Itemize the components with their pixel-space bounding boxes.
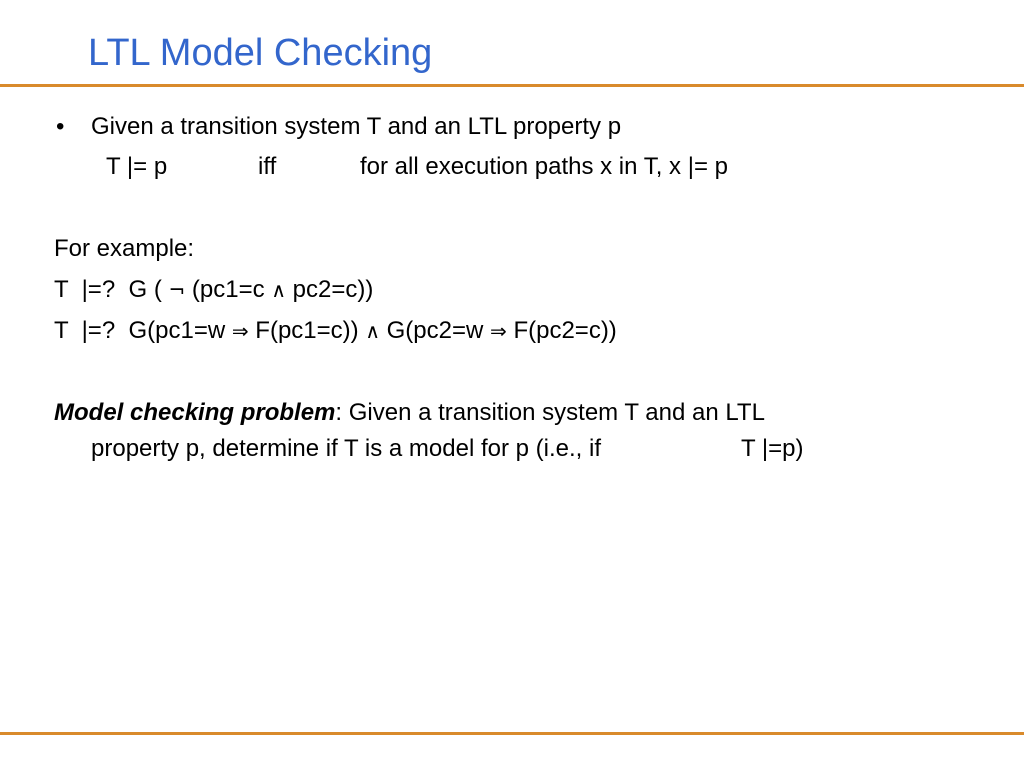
- example1-part-b: (pc1=c: [185, 276, 272, 303]
- example2-part-c: G(pc2=w: [379, 317, 491, 344]
- definition-lhs: T |= p: [106, 153, 168, 180]
- example1-part-a: T |=? G (: [54, 276, 169, 303]
- title-divider: [0, 84, 1024, 87]
- example-formula-1: [54, 275, 373, 305]
- definition-rhs: for all execution paths x in T, x |= p: [360, 153, 728, 180]
- slide-title: LTL Model Checking: [88, 32, 433, 74]
- problem-term: Model checking problem: [54, 399, 336, 426]
- example2-part-a: T |=? G(pc1=w: [54, 317, 232, 344]
- not-symbol: ¬: [168, 278, 186, 302]
- definition-line: [106, 152, 728, 182]
- implies-symbol: ⇒: [231, 319, 249, 343]
- example2-part-d: F(pc2=c)): [506, 317, 617, 344]
- implies-symbol: ⇒: [490, 319, 507, 343]
- bullet-marker: •: [56, 113, 65, 140]
- example2-part-b: F(pc1=c)): [248, 317, 366, 344]
- example-heading: For example:: [54, 235, 195, 262]
- footer-divider: [0, 732, 1024, 735]
- example1-part-c: pc2=c)): [285, 276, 374, 303]
- problem-continuation: property p, determine if T is a model for p (i.e., if: [91, 435, 601, 462]
- example-formula-2: [54, 316, 617, 346]
- and-symbol: ∧: [271, 278, 286, 302]
- and-symbol: ∧: [365, 319, 380, 343]
- problem-line-2: [91, 434, 803, 464]
- bullet-text: Given a transition system T and an LTL property p: [91, 113, 622, 140]
- definition-iff: iff: [258, 153, 277, 180]
- problem-formula: T |=p): [741, 435, 804, 462]
- problem-description: : Given a transition system T and an LTL: [335, 399, 765, 426]
- problem-line-1: [54, 398, 765, 428]
